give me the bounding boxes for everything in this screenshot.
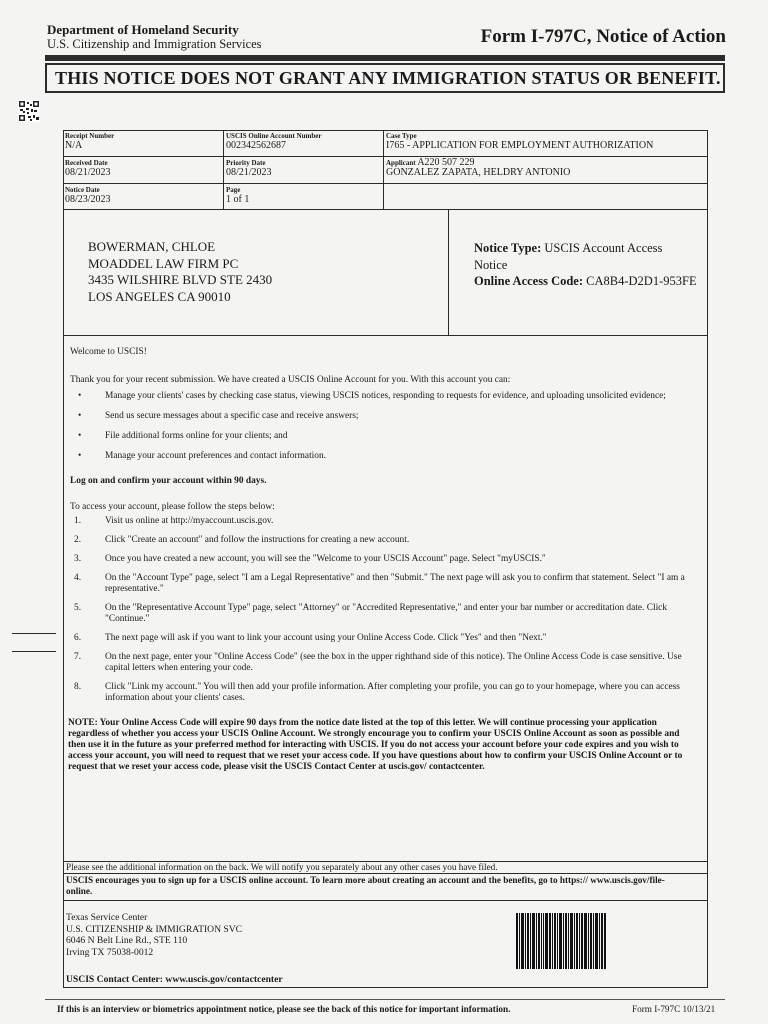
address-line: MOADDEL LAW FIRM PC bbox=[88, 255, 239, 271]
notice-date-value: 08/23/2023 bbox=[65, 194, 111, 205]
notice-type-value: USCIS Account Access bbox=[544, 241, 663, 255]
welcome-text: Welcome to USCIS! bbox=[70, 347, 147, 357]
address-line: BOWERMAN, CHLOE bbox=[88, 239, 216, 254]
step-item bbox=[70, 516, 695, 527]
barcode-icon bbox=[516, 913, 606, 969]
applicant-label-line bbox=[386, 159, 708, 167]
receipt-number-cell bbox=[63, 130, 224, 157]
list-item: • Manage your account preferences and contact information. bbox=[70, 451, 695, 462]
header-agency: Department of Homeland Security bbox=[47, 22, 239, 37]
receipt-number-value: N/A bbox=[65, 140, 83, 151]
service-center-line: Texas Service Center bbox=[66, 912, 148, 923]
status-banner: THIS NOTICE DOES NOT GRANT ANY IMMIGRATION STATUS OR BENEFIT. bbox=[45, 63, 725, 93]
notice-date-cell bbox=[63, 184, 224, 210]
header-sub-agency: U.S. Citizenship and Immigration Services bbox=[47, 37, 262, 51]
step-text: Click "Link my account." You will then add your profile information. After completing your profile, you can go to your homepage, where you can access information about your clients' cases. bbox=[105, 682, 680, 703]
service-center-line: U.S. CITIZENSHIP & IMMIGRATION SVC bbox=[66, 923, 243, 935]
service-center-line: Irving TX 75038-0012 bbox=[66, 946, 154, 958]
form-title: Form I-797C, Notice of Action bbox=[480, 26, 726, 47]
step-number: 4. bbox=[74, 573, 82, 583]
footer-note: If this is an interview or biometrics appointment notice, please see the back of this notice for important information. bbox=[57, 1004, 511, 1014]
received-date-value: 08/21/2023 bbox=[65, 167, 111, 178]
step-item bbox=[70, 573, 695, 595]
step-text: On the next page, enter your "Online Access Code" (see the box in the upper righthand side of this notice). The Online Access Code is case sensitive. Use capital letters when entering your code. bbox=[105, 652, 682, 673]
account-number-value: 002342562687 bbox=[226, 140, 286, 151]
page-label: Page bbox=[226, 186, 241, 194]
step-text: Once you have created a new account, you will see the "Welcome to your USCIS Account" page. Select "myUSCIS." bbox=[105, 554, 546, 564]
step-item bbox=[70, 682, 695, 704]
list-item: • File additional forms online for your clients; and bbox=[70, 431, 695, 442]
step-number: 5. bbox=[74, 603, 82, 613]
applicant-label: Applicant bbox=[386, 159, 416, 167]
qr-code-icon bbox=[18, 100, 40, 122]
access-intro: To access your account, please follow the steps below: bbox=[70, 502, 275, 512]
letter-body bbox=[70, 347, 695, 712]
case-type-label: Case Type bbox=[386, 132, 417, 140]
notice-date-label: Notice Date bbox=[65, 186, 100, 194]
applicant-cell bbox=[384, 157, 708, 184]
step-number: 7. bbox=[74, 652, 82, 662]
address-line: LOS ANGELES CA 90010 bbox=[88, 288, 231, 304]
step-item bbox=[70, 633, 695, 644]
received-date-label: Received Date bbox=[65, 159, 108, 167]
case-type-value: I765 - APPLICATION FOR EMPLOYMENT AUTHORIZATION bbox=[386, 140, 654, 151]
footer-rule bbox=[45, 999, 725, 1000]
account-number-cell bbox=[224, 130, 384, 157]
footer-form-number: Form I-797C 10/13/21 bbox=[632, 1004, 716, 1014]
step-item bbox=[70, 535, 695, 546]
applicant-number: A220 507 229 bbox=[417, 157, 475, 168]
priority-date-cell bbox=[224, 157, 384, 184]
account-number-label: USCIS Online Account Number bbox=[226, 132, 322, 140]
empty-cell bbox=[384, 184, 708, 210]
header-bar bbox=[45, 55, 725, 61]
access-code-line bbox=[474, 273, 704, 290]
fold-mark bbox=[12, 633, 56, 634]
benefits-list bbox=[70, 391, 695, 462]
step-item bbox=[70, 554, 695, 565]
step-number: 1. bbox=[74, 516, 82, 526]
steps-list bbox=[70, 516, 695, 704]
contact-center: USCIS Contact Center: www.uscis.gov/contactcenter bbox=[66, 974, 283, 985]
notice-type-value-cont: Notice bbox=[474, 257, 508, 272]
step-number: 8. bbox=[74, 682, 82, 692]
notice-type-label: Notice Type: bbox=[474, 241, 542, 255]
expiry-note: NOTE: Your Online Access Code will expire 90 days from the notice date listed at the top of this letter. We will continue processing your application regardless of whether you access your USCIS Online Account. We strongly encourage you to confirm your USCIS Online Account as soon as possible and then use it in the future as your preferred method for interacting with USCIS. If you do not access your account before your code expires and you wish to access your account, you will need to request that we reset your access code. If you have questions about how to confirm your USCIS Online Account or to request that we reset your access code, please visit the USCIS Contact Center at uscis.gov/ contactcenter. bbox=[68, 718, 683, 772]
priority-date-label: Priority Date bbox=[226, 159, 266, 167]
logon-heading: Log on and confirm your account within 90 days. bbox=[70, 476, 267, 486]
receipt-number-label: Receipt Number bbox=[65, 132, 115, 140]
step-item bbox=[70, 603, 695, 625]
notice-type-line bbox=[474, 240, 704, 257]
online-account-note: USCIS encourages you to sign up for a USCIS online account. To learn more about creating an account and the benefits, go to https:// www.uscis.gov/file-online. bbox=[66, 875, 665, 896]
step-item bbox=[70, 652, 695, 674]
step-number: 6. bbox=[74, 633, 82, 643]
divider bbox=[63, 900, 708, 901]
back-info-note: Please see the additional information on the back. We will notify you separately about any other cases you have filed. bbox=[66, 862, 498, 872]
fold-mark bbox=[12, 651, 56, 652]
case-type-cell bbox=[384, 130, 708, 157]
list-item: • Manage your clients' cases by checking case status, viewing USCIS notices, responding to requests for evidence, and uploading unsolicited evidence; bbox=[70, 391, 695, 402]
step-number: 3. bbox=[74, 554, 82, 564]
notice-type-box bbox=[449, 210, 708, 336]
address-box bbox=[63, 210, 449, 336]
service-center-line: 6046 N Belt Line Rd., STE 110 bbox=[66, 935, 188, 946]
service-center-address bbox=[66, 912, 242, 958]
step-text: Click "Create an account" and follow the instructions for creating a new account. bbox=[105, 535, 410, 545]
list-item: • Send us secure messages about a specific case and receive answers; bbox=[70, 411, 695, 422]
step-number: 2. bbox=[74, 535, 82, 545]
step-text: On the "Representative Account Type" page, select "Attorney" or "Accredited Representative," and enter your bar number or accreditation date. Click "Continue." bbox=[105, 603, 668, 624]
page-value: 1 of 1 bbox=[226, 194, 250, 205]
step-text: Visit us online at http://myaccount.uscis.gov. bbox=[105, 516, 274, 526]
mailing-address bbox=[88, 239, 272, 305]
access-code-label: Online Access Code: bbox=[474, 274, 584, 288]
step-text: On the "Account Type" page, select "I am a Legal Representative" and then "Submit." The next page will ask you to confirm that statement. Select "I am a representative." bbox=[105, 573, 685, 594]
address-line: 3435 WILSHIRE BLVD STE 2430 bbox=[88, 272, 273, 287]
page-cell bbox=[224, 184, 384, 210]
step-text: The next page will ask if you want to link your account using your Online Access Code. Click "Yes" and then "Next." bbox=[105, 633, 547, 643]
priority-date-value: 08/21/2023 bbox=[226, 167, 272, 178]
intro-text: Thank you for your recent submission. We have created a USCIS Online Account for you. With this account you can: bbox=[70, 375, 511, 385]
divider bbox=[63, 873, 708, 874]
access-code-value: CA8B4-D2D1-953FE bbox=[586, 274, 697, 288]
received-date-cell bbox=[63, 157, 224, 184]
applicant-name: GONZALEZ ZAPATA, HELDRY ANTONIO bbox=[386, 167, 571, 178]
